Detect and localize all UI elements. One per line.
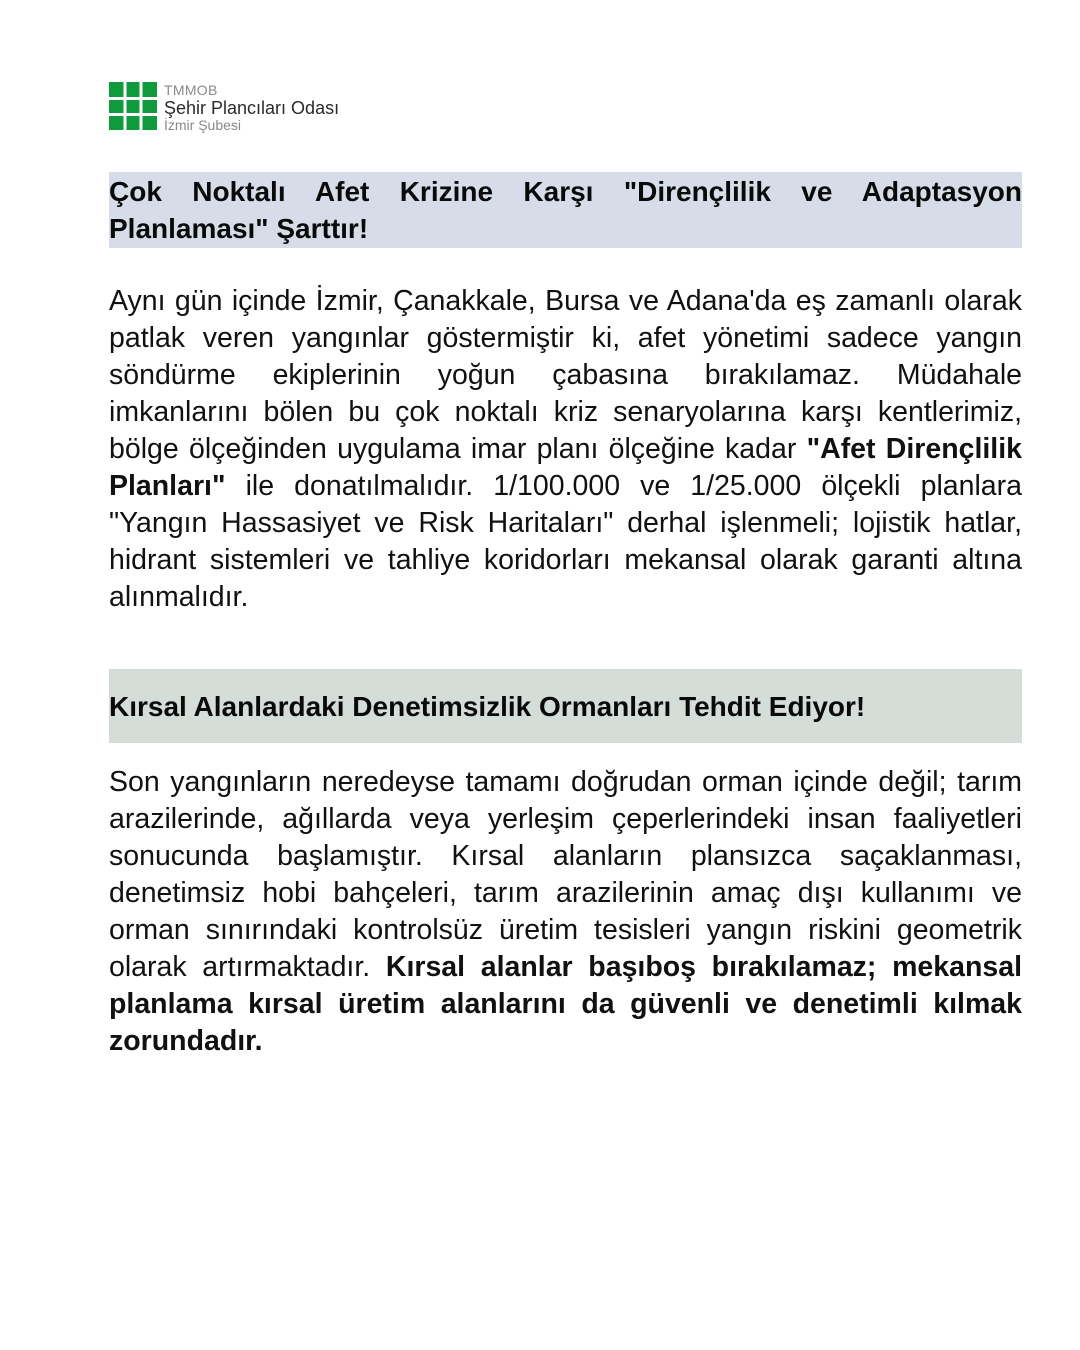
logo-org-name: TMMOB [164,82,218,98]
section-1-body-emphasis: "Afet Dirençlilik Planları" [109,433,1022,502]
logo [109,82,339,134]
section-2-heading: Kırsal Alanlardaki Denetimsizlik Ormanları Tehdit Ediyor! [109,669,1022,743]
logo-chamber-name: Şehir Plancıları Odası [164,98,340,118]
section-2-body [109,764,1022,1060]
section-1-heading: Çok Noktalı Afet Krizine Karşı "Dirençlilik ve Adaptasyon Planlaması" Şarttır! [109,172,1022,248]
section-1-body [109,283,1022,616]
section-2-body-text: Son yangınların neredeyse tamamı doğrudan orman içinde değil; tarım arazilerinde, ağıllarda veya yerleşim çeperlerindeki insan faaliyetleri sonucunda başlamıştır. Kırsal alanların plansızca saçaklanması, denetimsiz hobi bahçeleri, tarım arazilerinin amaç dışı kullanımı ve orman sınırındaki kontrolsüz üretim tesisleri yangın riskini geometrik olarak artırmaktadır. [109,766,1022,983]
logo-text [164,83,339,132]
green-grid-logo-icon [109,82,157,130]
section-1-body-text: Aynı gün içinde İzmir, Çanakkale, Bursa ve Adana'da eş zamanlı olarak patlak veren yangınlar göstermiştir ki, afet yönetimi sadece yangın söndürme ekiplerinin yoğun çabasına bırakılamaz. Müdahale imkanlarını bölen bu çok noktalı kriz senaryolarına karşı kentlerimiz, bölge ölçeğinden uygulama imar planı ölçeğine kadar [109,285,1022,465]
section-2-body-emphasis: Kırsal alanlar başıboş bırakılamaz; mekansal planlama kırsal üretim alanlarını da güvenli ve denetimli kılmak zorundadır. [109,951,1023,1057]
logo-branch-name: İzmir Şubesi [164,117,242,133]
section-1-body-text-end: ile donatılmalıdır. 1/100.000 ve 1/25.000 ölçekli planlara "Yangın Hassasiyet ve Risk Haritaları" derhal işlenmeli; lojistik hatlar, hidrant sistemleri ve tahliye koridorları mekansal olarak garanti altına alınmalıdır. [109,470,1022,613]
